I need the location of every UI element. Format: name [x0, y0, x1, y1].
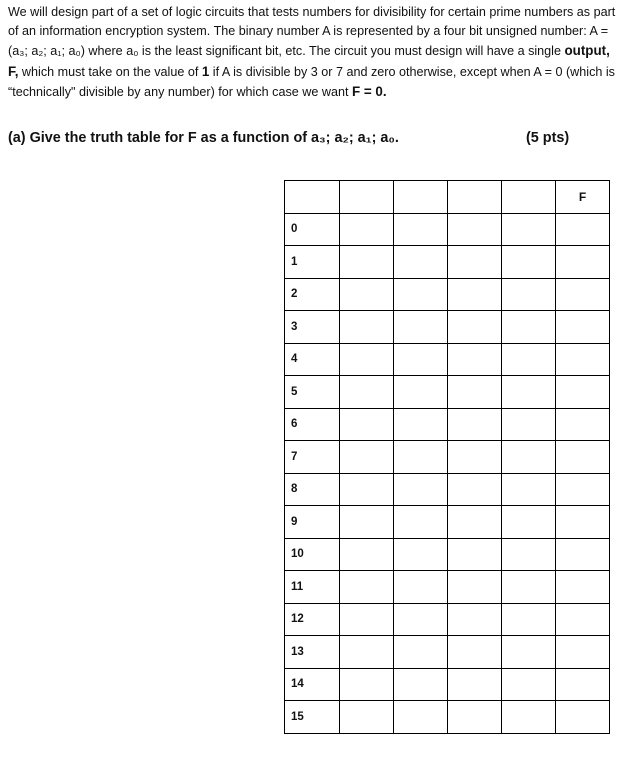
f-cell[interactable] [556, 571, 610, 604]
f-cell[interactable] [556, 506, 610, 539]
f-equals-zero: F = 0. [351, 83, 387, 99]
question-a: (a) Give the truth table for F as a function of a₃; a₂; a₁; a₀. [8, 130, 399, 146]
input-cell[interactable] [340, 343, 394, 376]
f-cell[interactable] [556, 246, 610, 279]
header-cell[interactable] [394, 181, 448, 214]
input-cell[interactable] [448, 278, 502, 311]
input-cell[interactable] [502, 668, 556, 701]
intro-text-3: if A is divisible by 3 or 7 and zero otherwise, except when A = 0 (which is “technically" divisible by any number) for which case we want [8, 64, 615, 99]
f-cell[interactable] [556, 668, 610, 701]
header-cell[interactable] [448, 181, 502, 214]
input-cell[interactable] [340, 408, 394, 441]
table-row [285, 376, 610, 409]
table-row [285, 278, 610, 311]
input-cell[interactable] [340, 278, 394, 311]
f-cell[interactable] [556, 538, 610, 571]
input-cell[interactable] [394, 571, 448, 604]
table-row [285, 538, 610, 571]
input-cell[interactable] [502, 538, 556, 571]
table-row [285, 213, 610, 246]
input-cell[interactable] [448, 408, 502, 441]
input-cell[interactable] [502, 278, 556, 311]
table-row [285, 603, 610, 636]
f-cell[interactable] [556, 441, 610, 474]
f-cell[interactable] [556, 213, 610, 246]
header-cell[interactable] [502, 181, 556, 214]
row-number: 7 [285, 441, 340, 474]
input-cell[interactable] [502, 603, 556, 636]
input-cell[interactable] [394, 408, 448, 441]
table-row [285, 473, 610, 506]
input-cell[interactable] [502, 506, 556, 539]
input-cell[interactable] [394, 278, 448, 311]
input-cell[interactable] [340, 441, 394, 474]
table-row [285, 408, 610, 441]
input-cell[interactable] [394, 311, 448, 344]
row-number: 10 [285, 538, 340, 571]
input-cell[interactable] [448, 636, 502, 669]
input-cell[interactable] [340, 246, 394, 279]
input-cell[interactable] [448, 246, 502, 279]
table-row [285, 636, 610, 669]
input-cell[interactable] [502, 408, 556, 441]
input-cell[interactable] [340, 636, 394, 669]
input-cell[interactable] [448, 571, 502, 604]
row-number: 5 [285, 376, 340, 409]
row-number: 6 [285, 408, 340, 441]
input-cell[interactable] [340, 311, 394, 344]
row-number: 3 [285, 311, 340, 344]
row-number: 13 [285, 636, 340, 669]
output-label: output, F, [8, 43, 610, 79]
input-cell[interactable] [448, 343, 502, 376]
input-cell[interactable] [394, 213, 448, 246]
input-cell[interactable] [448, 701, 502, 734]
input-cell[interactable] [394, 473, 448, 506]
input-cell[interactable] [502, 246, 556, 279]
table-row [285, 506, 610, 539]
input-cell[interactable] [448, 213, 502, 246]
input-cell[interactable] [340, 668, 394, 701]
input-cell[interactable] [394, 668, 448, 701]
table-row [285, 246, 610, 279]
input-cell[interactable] [448, 668, 502, 701]
input-cell[interactable] [340, 571, 394, 604]
row-number: 4 [285, 343, 340, 376]
input-cell[interactable] [394, 538, 448, 571]
input-cell[interactable] [394, 636, 448, 669]
truth-table [284, 180, 610, 734]
row-number: 11 [285, 571, 340, 604]
input-cell[interactable] [394, 603, 448, 636]
input-cell[interactable] [502, 701, 556, 734]
input-cell[interactable] [448, 376, 502, 409]
table-row [285, 343, 610, 376]
input-cell[interactable] [448, 473, 502, 506]
problem-statement [8, 3, 618, 102]
input-cell[interactable] [340, 603, 394, 636]
table-row [285, 441, 610, 474]
input-cell[interactable] [340, 376, 394, 409]
input-cell[interactable] [394, 376, 448, 409]
input-cell[interactable] [502, 376, 556, 409]
f-cell[interactable] [556, 701, 610, 734]
input-cell[interactable] [448, 538, 502, 571]
input-cell[interactable] [502, 343, 556, 376]
row-number: 2 [285, 278, 340, 311]
input-cell[interactable] [502, 311, 556, 344]
intro-text-2: which must take on the value of [18, 64, 202, 79]
input-cell[interactable] [502, 571, 556, 604]
input-cell[interactable] [502, 636, 556, 669]
input-cell[interactable] [448, 311, 502, 344]
table-row [285, 701, 610, 734]
f-cell[interactable] [556, 311, 610, 344]
header-cell[interactable] [285, 181, 340, 214]
row-number: 9 [285, 506, 340, 539]
points-label: (5 pts) [526, 130, 570, 146]
one-value: 1 [201, 63, 210, 79]
table-row [285, 311, 610, 344]
input-cell[interactable] [502, 441, 556, 474]
input-cell[interactable] [394, 506, 448, 539]
input-cell[interactable] [340, 538, 394, 571]
input-cell[interactable] [394, 246, 448, 279]
row-number: 0 [285, 213, 340, 246]
row-number: 1 [285, 246, 340, 279]
input-cell[interactable] [340, 701, 394, 734]
table-row [285, 668, 610, 701]
row-number: 8 [285, 473, 340, 506]
header-f: F [556, 181, 610, 214]
input-cell[interactable] [502, 473, 556, 506]
input-cell[interactable] [394, 343, 448, 376]
f-cell[interactable] [556, 473, 610, 506]
table-row [285, 571, 610, 604]
f-cell[interactable] [556, 603, 610, 636]
input-cell[interactable] [340, 506, 394, 539]
header-row [285, 181, 610, 214]
f-cell[interactable] [556, 376, 610, 409]
input-cell[interactable] [502, 213, 556, 246]
intro-text-1: We will design part of a set of logic circuits that tests numbers for divisibility for certain prime numbers as part of an information encryption system. The binary number A is represented by a four bit unsigned number: A = (a₃; a₂; a₁; a₀) where a₀ is the least significant bit, etc. The circuit you must design will have a single [8, 5, 616, 59]
input-cell[interactable] [340, 213, 394, 246]
input-cell[interactable] [448, 603, 502, 636]
input-cell[interactable] [394, 441, 448, 474]
input-cell[interactable] [340, 473, 394, 506]
row-number: 14 [285, 668, 340, 701]
input-cell[interactable] [394, 701, 448, 734]
row-number: 12 [285, 603, 340, 636]
header-cell[interactable] [340, 181, 394, 214]
input-cell[interactable] [448, 506, 502, 539]
f-cell[interactable] [556, 408, 610, 441]
f-cell[interactable] [556, 343, 610, 376]
row-number: 15 [285, 701, 340, 734]
input-cell[interactable] [448, 441, 502, 474]
f-cell[interactable] [556, 636, 610, 669]
f-cell[interactable] [556, 278, 610, 311]
